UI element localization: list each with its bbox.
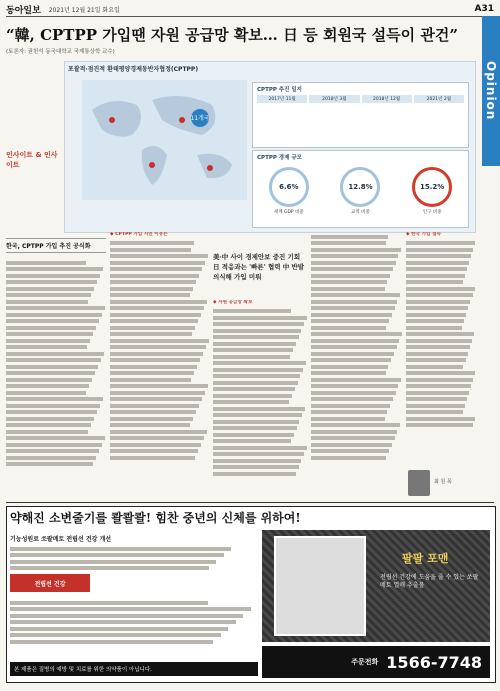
text-line: [406, 280, 463, 284]
text-line: [110, 267, 202, 271]
text-line: [213, 413, 302, 417]
text-line: [406, 241, 475, 245]
text-line: [311, 410, 387, 414]
timeline-step: 2018년 3월: [309, 95, 359, 103]
text-line: [311, 332, 402, 336]
text-line: [311, 267, 393, 271]
pull-quote: 美·中 사이 경제안보 중진 기회 日 적응과는 '빠른' 협력 中 반발 의식해 가입 미뤄: [213, 253, 305, 281]
text-line: [213, 407, 305, 411]
author-photo: [408, 470, 430, 496]
text-line: [406, 384, 471, 388]
text-line: [110, 449, 198, 453]
text-line: [406, 417, 475, 421]
text-line: [406, 397, 467, 401]
text-line: [406, 261, 469, 265]
text-line: [311, 358, 391, 362]
text-line: [311, 306, 395, 310]
text-line: [6, 384, 89, 388]
timeline-step: 2021년 2월: [414, 95, 464, 103]
text-line: [311, 339, 399, 343]
masthead: [6, 2, 494, 17]
phone-label: 주문전화: [351, 658, 379, 666]
text-line: [406, 274, 465, 278]
text-line: [311, 391, 396, 395]
text-line: [213, 348, 293, 352]
text-line: [311, 404, 390, 408]
text-line: [110, 248, 191, 252]
text-line: [110, 293, 190, 297]
text-line: [6, 371, 95, 375]
text-line: [311, 378, 401, 382]
text-line: [213, 342, 296, 346]
text-line: [311, 261, 396, 265]
text-line: [311, 248, 401, 252]
text-line: [110, 345, 206, 349]
text-line: [10, 560, 216, 564]
text-line: [213, 426, 297, 430]
author-signature: [434, 478, 474, 485]
text-line: [6, 423, 91, 427]
text-line: [6, 267, 103, 271]
text-line: [311, 313, 392, 317]
text-line: [6, 306, 105, 310]
page-number: A31: [474, 4, 494, 14]
text-line: [406, 313, 466, 317]
ad-divider: [6, 502, 494, 503]
product-subtitle: 전립선 건강에 도움을 줄 수 있는 쏘팔메토 열매 추출물: [380, 574, 479, 589]
text-line: [10, 547, 231, 551]
text-line: [10, 607, 251, 611]
text-line: [311, 423, 400, 427]
text-line: [10, 601, 208, 605]
text-line: [10, 566, 209, 570]
text-line: [311, 235, 388, 239]
text-line: [311, 456, 386, 460]
stat-label: 세계 GDP 비중: [273, 210, 304, 215]
stat-circle: 12.8%: [340, 167, 380, 207]
text-line: [311, 384, 398, 388]
column-tag-box: [6, 150, 62, 230]
ad-badge: 전립선 건강: [10, 574, 90, 592]
text-line: [213, 433, 294, 437]
ad-list-title: 기능성원료 쏘팔메토 전립선 건강 개선: [10, 536, 112, 543]
text-line: [110, 391, 205, 395]
text-line: [406, 267, 467, 271]
text-line: [406, 371, 475, 375]
text-line: [110, 313, 201, 317]
text-line: [406, 410, 463, 414]
text-line: [10, 627, 228, 631]
text-line: [213, 368, 303, 372]
text-line: [6, 313, 102, 317]
text-line: [213, 309, 291, 313]
text-line: [213, 322, 304, 326]
text-line: [406, 248, 473, 252]
ad-disclaimer: 본 제품은 질병의 예방 및 치료를 위한 의약품이 아닙니다.: [10, 662, 258, 676]
text-line: [110, 443, 201, 447]
subhead: ◆ 자원 공급망 확보: [213, 300, 253, 305]
text-line: [6, 332, 93, 336]
article-column: [311, 232, 403, 498]
text-line: [110, 417, 193, 421]
text-line: [406, 339, 472, 343]
text-line: [406, 391, 469, 395]
text-line: [6, 319, 99, 323]
text-line: [406, 332, 474, 336]
text-line: [311, 365, 388, 369]
text-line: [311, 430, 397, 434]
text-line: [213, 465, 299, 469]
text-line: [110, 404, 199, 408]
text-line: [311, 352, 394, 356]
ad-product-panel: [262, 530, 490, 642]
text-line: [213, 394, 292, 398]
text-line: [213, 381, 298, 385]
text-line: [6, 365, 98, 369]
phone-number: 1566-7748: [386, 652, 482, 672]
text-line: [110, 300, 207, 304]
text-line: [6, 456, 96, 460]
text-line: [110, 456, 195, 460]
text-line: [6, 462, 93, 466]
subhead: ◆ 한국 가입 설득: [406, 232, 441, 237]
text-line: [10, 553, 224, 557]
text-line: [110, 358, 200, 362]
world-map-graphic: [82, 80, 247, 200]
text-line: [311, 274, 390, 278]
text-line: [311, 241, 386, 245]
text-line: [10, 640, 213, 644]
text-line: [6, 410, 97, 414]
text-line: [311, 436, 395, 440]
article-column: [110, 232, 210, 498]
timeline-step: 2018년 12월: [362, 95, 412, 103]
text-line: [213, 355, 290, 359]
text-line: [110, 436, 204, 440]
text-line: [213, 316, 307, 320]
text-line: [6, 280, 97, 284]
text-line: [6, 391, 86, 395]
text-line: [110, 423, 190, 427]
section-tab-opinion: Opinion: [482, 16, 500, 166]
stat-label: 교역 비중: [351, 210, 370, 215]
column-subtitle: 한국, CPTPP 가입 추진 공식화: [6, 238, 106, 253]
text-line: [110, 319, 198, 323]
text-line: [110, 430, 207, 434]
text-line: [213, 420, 299, 424]
text-line: [6, 345, 87, 349]
timeline-steps: [253, 95, 468, 103]
text-line: [110, 287, 193, 291]
text-line: [110, 371, 194, 375]
text-line: [406, 287, 475, 291]
text-line: [6, 274, 100, 278]
text-line: [110, 332, 192, 336]
stat-label: 인구 비중: [422, 210, 442, 215]
stat-circle: 15.2%: [412, 167, 452, 207]
headline-byline: (토론자: 권헌석 동국대학교 국제통상학 교수): [6, 49, 115, 55]
issue-date: 2021년 12월 21일 화요일: [48, 6, 120, 14]
text-line: [406, 378, 473, 382]
text-line: [406, 423, 473, 427]
text-line: [213, 400, 289, 404]
text-line: [110, 241, 194, 245]
text-line: [110, 339, 209, 343]
text-line: [6, 287, 94, 291]
text-line: [110, 410, 196, 414]
text-line: [6, 326, 96, 330]
stat-circle: 6.6%: [269, 167, 309, 207]
text-line: [213, 329, 301, 333]
text-line: [406, 326, 462, 330]
product-title: 팔팔 포맨: [402, 552, 449, 565]
subhead: ◆ CPTPP 가입 지연 이유는: [110, 232, 168, 237]
economy-stats-box: [252, 150, 469, 228]
timeline-header: CPTPP 추진 일지: [257, 87, 302, 93]
text-line: [110, 352, 203, 356]
order-phone-bar: [262, 646, 490, 678]
text-line: [406, 254, 471, 258]
text-line: [213, 374, 300, 378]
text-line: [311, 345, 397, 349]
text-line: [6, 417, 94, 421]
ad-body-text: [10, 598, 258, 658]
ad-features: [10, 536, 250, 573]
text-line: [213, 446, 307, 450]
stats-header: CPTPP 경제 규모: [257, 155, 302, 161]
text-line: [213, 361, 306, 365]
text-line: [110, 280, 196, 284]
text-line: [311, 397, 393, 401]
text-line: [6, 300, 88, 304]
text-line: [406, 319, 464, 323]
article-column: [213, 300, 308, 498]
text-line: [6, 404, 100, 408]
text-line: [311, 254, 398, 258]
text-line: [213, 387, 295, 391]
text-line: [406, 365, 463, 369]
text-line: [406, 345, 470, 349]
text-line: [6, 339, 90, 343]
text-line: [6, 352, 104, 356]
text-line: [311, 293, 400, 297]
text-line: [213, 335, 299, 339]
text-line: [110, 261, 205, 265]
text-line: [311, 371, 386, 375]
page-headline: “韓, CPTPP 가입땐 자원 공급망 확보… 日 등 회원국 설득이 관건”: [6, 26, 458, 44]
text-line: [10, 633, 221, 637]
text-line: [213, 439, 291, 443]
text-line: [6, 449, 99, 453]
text-line: [6, 293, 91, 297]
text-line: [10, 614, 243, 618]
column-tag: 인사이트 & 인사이트: [6, 151, 58, 169]
text-line: [6, 261, 86, 265]
article-column: [6, 258, 106, 498]
text-line: [406, 358, 466, 362]
text-line: [6, 397, 103, 401]
text-line: [6, 358, 101, 362]
text-line: [311, 280, 387, 284]
text-line: [213, 459, 301, 463]
text-line: [406, 404, 465, 408]
text-line: [406, 293, 473, 297]
article-column: [406, 232, 476, 456]
members-count-label: 11개국: [190, 115, 210, 122]
product-image: [274, 536, 366, 636]
text-line: [110, 306, 204, 310]
text-line: [10, 620, 236, 624]
text-line: [213, 452, 304, 456]
text-line: [213, 472, 296, 476]
text-line: [311, 319, 389, 323]
newspaper-logo: 동아일보: [6, 5, 41, 16]
text-line: [110, 378, 191, 382]
text-line: [110, 254, 208, 258]
timeline-step: 2017년 11월: [257, 95, 307, 103]
text-line: [110, 397, 202, 401]
infographic-title: 포괄적·점진적 환태평양경제동반자협정(CPTPP): [68, 66, 199, 73]
text-line: [311, 417, 385, 421]
ad-headline: 약해진 소변줄기를 콸콸콸! 힘찬 중년의 신체를 위하여!: [10, 511, 301, 525]
text-line: [311, 326, 386, 330]
text-line: [406, 300, 470, 304]
text-line: [6, 430, 88, 434]
text-line: [406, 306, 468, 310]
text-line: [311, 300, 397, 304]
author-name: 최 원 목: [434, 479, 452, 485]
text-line: [311, 443, 392, 447]
text-line: [6, 436, 105, 440]
text-line: [311, 449, 389, 453]
text-line: [110, 274, 199, 278]
text-line: [311, 287, 385, 291]
text-line: [6, 378, 92, 382]
text-line: [110, 326, 195, 330]
text-line: [110, 384, 208, 388]
text-line: [406, 352, 468, 356]
timeline-box: [252, 82, 469, 148]
text-line: [110, 365, 197, 369]
text-line: [6, 443, 102, 447]
